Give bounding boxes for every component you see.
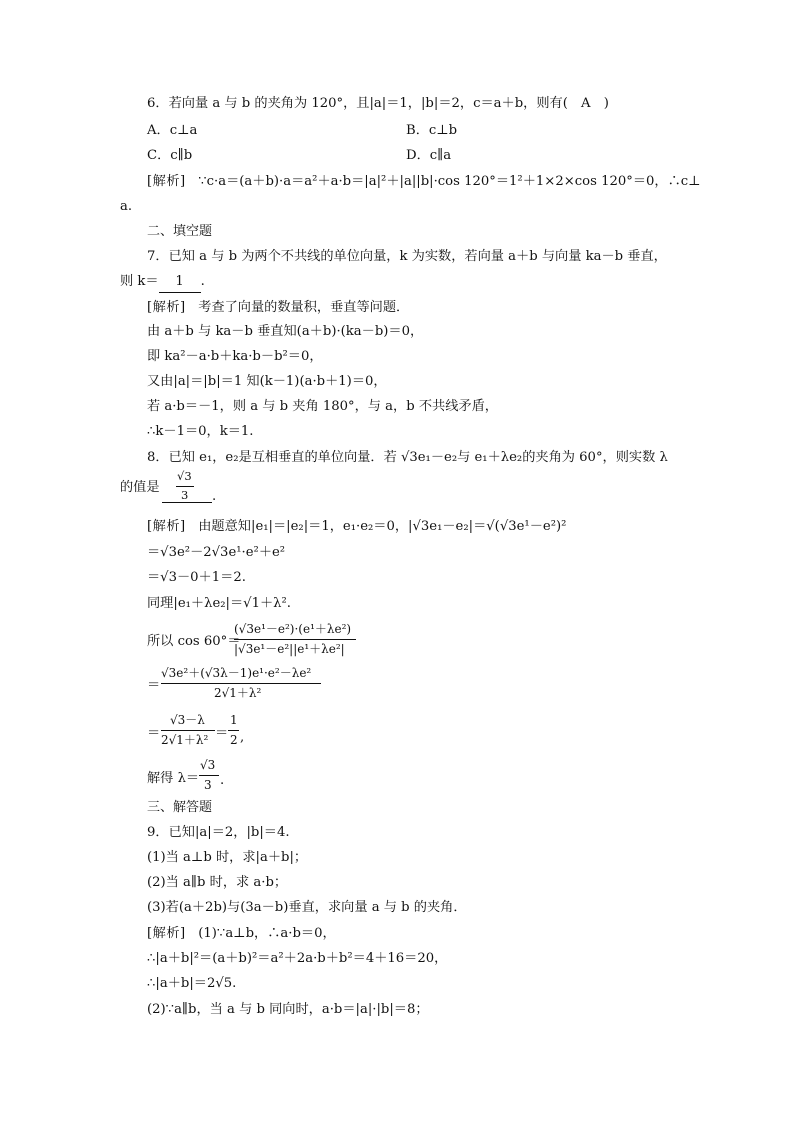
q8-solve-fraction-bar bbox=[199, 775, 219, 776]
q8-analysis-line-3: ＝√3－0＋1＝2. bbox=[147, 570, 246, 585]
q9-analysis-line-3: ∴|a＋b|＝2√5. bbox=[147, 976, 237, 991]
q8-step3-numerator: √3－λ bbox=[170, 713, 205, 727]
q8-step3-fraction-bar bbox=[161, 730, 215, 731]
q8-analysis-line-2: ＝√3e²－2√3e¹·e²＋e² bbox=[147, 545, 286, 560]
q7-answer-prefix: 则 k＝ bbox=[120, 274, 159, 289]
q7-analysis bbox=[147, 298, 409, 318]
q8-stem: 8．已知 e₁，e₂是互相垂直的单位向量．若 √3e₁－e₂与 e₁＋λe₂的夹角为 60°，则实数 λ bbox=[147, 450, 668, 465]
q7-analysis-line-2: 由 a＋b 与 ka－b 垂直知(a＋b)·(ka－b)＝0， bbox=[147, 324, 424, 339]
section-heading-solve: 三、解答题 bbox=[147, 800, 213, 815]
q6-option-a: A．c⊥a bbox=[147, 123, 198, 138]
q8-step3-comma: , bbox=[240, 730, 245, 745]
q8-solve-prefix: 解得 λ＝ bbox=[147, 771, 200, 786]
section-heading-fill-blank: 二、填空题 bbox=[147, 224, 213, 239]
q7-analysis-line-5: 若 a·b＝－1，则 a 与 b 夹角 180°，与 a，b 不共线矛盾， bbox=[147, 399, 498, 414]
q9-part-1: (1)当 a⊥b 时，求|a＋b|； bbox=[147, 850, 308, 865]
q8-solve-denominator: 3 bbox=[204, 778, 212, 792]
q8-answer-numerator: √3 bbox=[177, 469, 192, 483]
q8-step3-half-bar bbox=[228, 730, 239, 731]
q7-answer-suffix: . bbox=[200, 274, 205, 289]
q6-analysis-text: ∵c·a＝(a＋b)·a＝a²＋a·b＝|a|²＋|a||b|·cos 120°＝1²＋1×2×cos 120°＝0，∴c⊥ bbox=[198, 174, 701, 189]
q8-equals-sign-2: ＝ bbox=[147, 726, 161, 741]
q7-answer-blank bbox=[159, 272, 201, 293]
q8-analysis bbox=[147, 517, 566, 537]
q8-cos-denominator: |√3e¹－e²||e¹＋λe²| bbox=[234, 642, 345, 656]
q8-analysis-text: 由题意知|e₁|＝|e₂|＝1，e₁·e₂＝0，|√3e₁－e₂|＝√(√3e¹－e²)² bbox=[198, 519, 567, 534]
q9-analysis-text: (1)∵a⊥b，∴a·b＝0， bbox=[198, 926, 336, 941]
q9-analysis-line-2: ∴|a＋b|²＝(a＋b)²＝a²＋2a·b＋b²＝4＋16＝20， bbox=[147, 951, 448, 966]
analysis-tag: [解析] bbox=[147, 174, 186, 189]
q8-answer-suffix: . bbox=[212, 489, 217, 504]
q9-stem: 9．已知|a|＝2，|b|＝4. bbox=[147, 825, 290, 840]
analysis-tag: [解析] bbox=[147, 300, 186, 315]
q8-step2-fraction-bar bbox=[161, 683, 321, 684]
q8-equals-sign-3: ＝ bbox=[215, 726, 229, 741]
q8-cos-numerator: (√3e¹－e²)·(e¹＋λe²) bbox=[234, 622, 352, 636]
q8-equals-sign-1: ＝ bbox=[147, 678, 161, 693]
q7-analysis-line-4: 又由|a|＝|b|＝1 知(k－1)(a·b＋1)＝0， bbox=[147, 374, 387, 389]
q7-analysis-line-3: 即 ka²－a·b＋ka·b－b²＝0， bbox=[147, 349, 323, 364]
analysis-tag: [解析] bbox=[147, 519, 186, 534]
analysis-tag: [解析] bbox=[147, 926, 186, 941]
q7-stem-cont bbox=[120, 272, 205, 293]
q9-part-2: (2)当 a∥b 时，求 a·b； bbox=[147, 875, 288, 890]
q8-step3-denominator: 2√1＋λ² bbox=[161, 733, 209, 747]
q8-cos-fraction-bar bbox=[234, 639, 356, 640]
q8-step2-numerator: √3e²＋(√3λ－1)e¹·e²－λe² bbox=[161, 666, 312, 680]
q8-solve-numerator: √3 bbox=[200, 758, 216, 772]
q7-analysis-line-6: ∴k－1＝0，k＝1. bbox=[147, 424, 254, 439]
q8-answer-denominator: 3 bbox=[181, 488, 189, 502]
q7-stem: 7．已知 a 与 b 为两个不共线的单位向量，k 为实数，若向量 a＋b 与向量 ka－b 垂直， bbox=[147, 249, 667, 264]
q8-answer-prefix: 的值是 bbox=[120, 480, 160, 495]
q7-analysis-text: 考查了向量的数量积，垂直等问题． bbox=[198, 300, 410, 315]
q9-part-3: (3)若(a＋2b)与(3a－b)垂直，求向量 a 与 b 的夹角． bbox=[147, 900, 467, 915]
q8-step3-half-numerator: 1 bbox=[230, 713, 238, 727]
q6-analysis bbox=[147, 172, 701, 192]
q8-step3-half-denominator: 2 bbox=[230, 733, 238, 747]
q8-cos-prefix: 所以 cos 60°＝ bbox=[147, 634, 241, 649]
q6-option-b: B．c⊥b bbox=[406, 123, 458, 138]
q9-analysis-line-4: (2)∵a∥b，当 a 与 b 同向时，a·b＝|a|·|b|＝8； bbox=[147, 1002, 429, 1017]
q6-analysis-cont: a. bbox=[120, 199, 133, 214]
q6-option-d: D．c∥a bbox=[406, 148, 452, 163]
q6-stem: 6．若向量 a 与 b 的夹角为 120°，且|a|＝1，|b|＝2，c＝a＋b，则有( A ) bbox=[147, 96, 609, 111]
q8-step2-denominator: 2√1＋λ² bbox=[214, 686, 262, 700]
q9-analysis bbox=[147, 924, 336, 944]
q8-stem-cont bbox=[120, 478, 160, 498]
q8-analysis-line-4: 同理|e₁＋λe₂|＝√1＋λ². bbox=[147, 596, 291, 611]
q8-solve-period: . bbox=[220, 773, 225, 788]
q6-option-c: C．c∥b bbox=[147, 148, 193, 163]
q7-answer: 1 bbox=[175, 274, 184, 289]
